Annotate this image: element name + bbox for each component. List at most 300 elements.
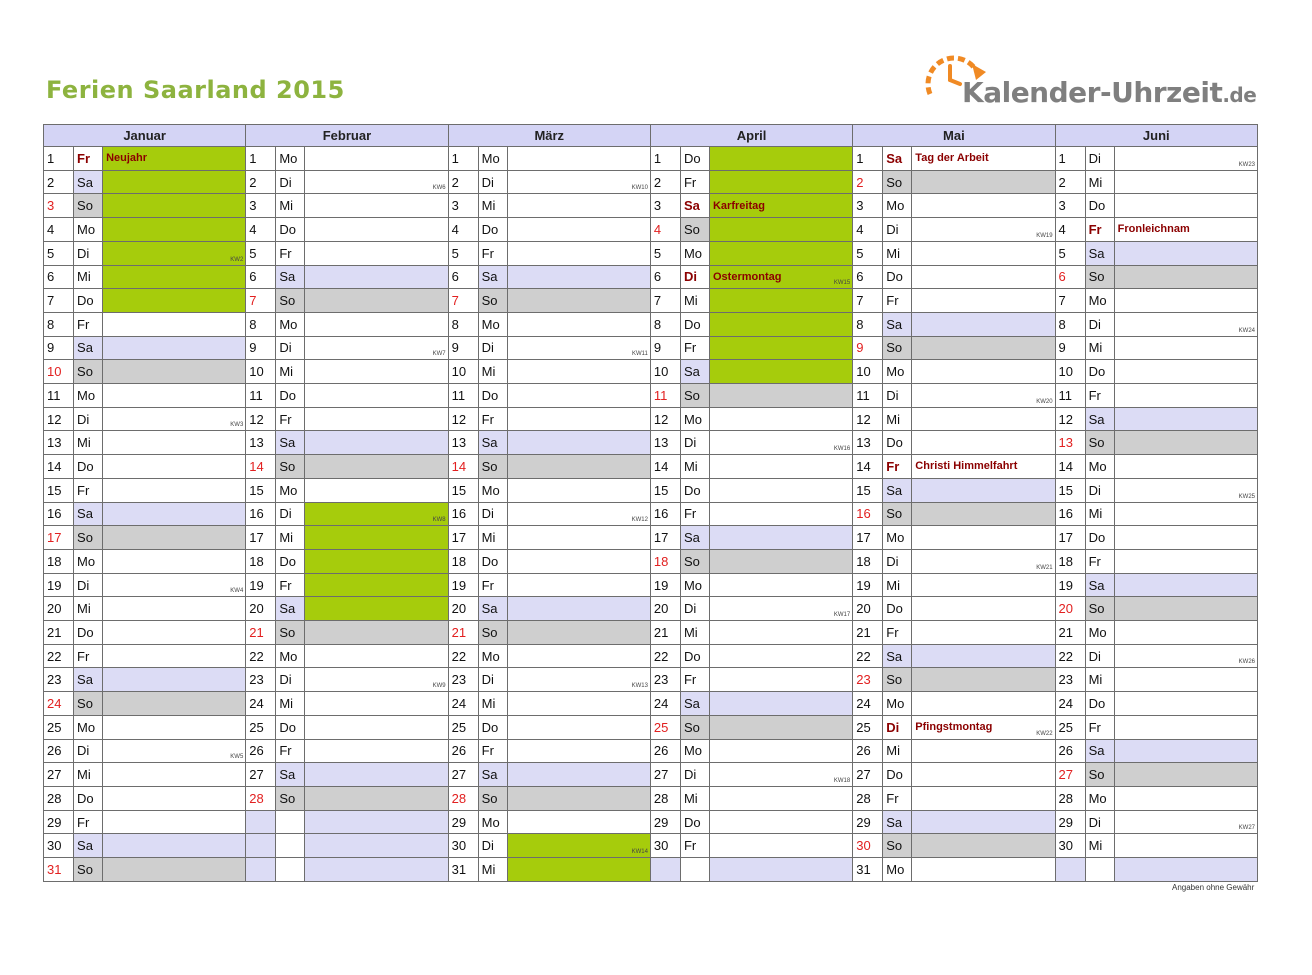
weekday: Mo — [276, 644, 305, 668]
day-number: 14 — [246, 455, 276, 479]
day-info — [912, 241, 1055, 265]
weekday: So — [1085, 265, 1114, 289]
day-number: 15 — [246, 478, 276, 502]
weekday: So — [478, 455, 507, 479]
weekday: Mi — [478, 526, 507, 550]
weekday: Fr — [680, 668, 709, 692]
weekday: So — [680, 549, 709, 573]
day-info — [103, 621, 246, 645]
day-row — [44, 312, 1258, 336]
day-info — [709, 384, 852, 408]
weekday: Mi — [1085, 502, 1114, 526]
day-row — [44, 786, 1258, 810]
day-info — [507, 858, 650, 882]
day-number: 29 — [448, 810, 478, 834]
day-row — [44, 218, 1258, 242]
day-info — [709, 644, 852, 668]
day-info — [103, 384, 246, 408]
weekday — [276, 834, 305, 858]
weekday: Mi — [74, 431, 103, 455]
weekday: So — [74, 858, 103, 882]
day-number: 21 — [853, 621, 883, 645]
day-info — [305, 407, 448, 431]
day-number: 8 — [44, 312, 74, 336]
day-info — [507, 455, 650, 479]
day-info — [507, 573, 650, 597]
day-info — [709, 147, 852, 171]
week-number: KW23 — [1238, 161, 1255, 168]
day-number: 30 — [650, 834, 680, 858]
day-number: 9 — [44, 336, 74, 360]
day-number — [246, 858, 276, 882]
weekday: Sa — [680, 360, 709, 384]
day-info — [1114, 810, 1257, 834]
weekday: Mo — [883, 526, 912, 550]
day-number: 24 — [1055, 692, 1085, 716]
day-number: 5 — [44, 241, 74, 265]
day-number: 27 — [1055, 763, 1085, 787]
weekday: Sa — [883, 644, 912, 668]
day-info — [103, 478, 246, 502]
weekday: Do — [680, 644, 709, 668]
day-info — [305, 549, 448, 573]
day-info — [709, 431, 852, 455]
day-info — [1114, 692, 1257, 716]
day-info — [1114, 715, 1257, 739]
day-row — [44, 502, 1258, 526]
day-number: 26 — [650, 739, 680, 763]
weekday: So — [276, 455, 305, 479]
day-info — [305, 763, 448, 787]
day-number: 13 — [853, 431, 883, 455]
day-number: 10 — [448, 360, 478, 384]
day-row — [44, 763, 1258, 787]
weekday: Do — [276, 384, 305, 408]
day-info — [709, 289, 852, 313]
day-number: 28 — [44, 786, 74, 810]
day-info — [507, 786, 650, 810]
day-info — [103, 526, 246, 550]
day-info — [103, 147, 246, 171]
day-number: 19 — [853, 573, 883, 597]
day-row — [44, 739, 1258, 763]
day-number: 20 — [246, 597, 276, 621]
day-number: 1 — [1055, 147, 1085, 171]
weekday: Fr — [680, 336, 709, 360]
weekday: Mi — [276, 194, 305, 218]
weekday: Sa — [883, 312, 912, 336]
weekday: Do — [883, 597, 912, 621]
weekday: Fr — [74, 644, 103, 668]
day-number: 17 — [1055, 526, 1085, 550]
weekday: Do — [1085, 360, 1114, 384]
day-info — [507, 147, 650, 171]
day-number: 27 — [853, 763, 883, 787]
day-info — [1114, 455, 1257, 479]
weekday: Di — [680, 431, 709, 455]
day-number: 18 — [246, 549, 276, 573]
day-info — [1114, 668, 1257, 692]
week-number: KW17 — [833, 612, 851, 619]
day-info — [103, 692, 246, 716]
day-number: 14 — [1055, 455, 1085, 479]
weekday: Sa — [74, 668, 103, 692]
day-info — [912, 573, 1055, 597]
week-number: KW14 — [631, 849, 648, 856]
day-row — [44, 360, 1258, 384]
weekday: Di — [74, 573, 103, 597]
day-info — [912, 858, 1055, 882]
day-info — [912, 407, 1055, 431]
week-number: KW13 — [631, 683, 648, 690]
day-info — [305, 715, 448, 739]
day-info — [709, 360, 852, 384]
day-info — [912, 431, 1055, 455]
weekday: So — [276, 786, 305, 810]
day-number: 21 — [1055, 621, 1085, 645]
holiday-label: Tag der Arbeit — [915, 152, 989, 165]
day-number: 6 — [448, 265, 478, 289]
weekday: Di — [276, 502, 305, 526]
day-number: 5 — [1055, 241, 1085, 265]
weekday: Mo — [883, 692, 912, 716]
week-number: KW10 — [631, 185, 648, 192]
weekday: Do — [276, 715, 305, 739]
day-info — [709, 621, 852, 645]
site-logo[interactable] — [920, 42, 1257, 114]
day-info — [1114, 241, 1257, 265]
day-info — [305, 336, 448, 360]
weekday: Mo — [680, 573, 709, 597]
month-header: Juni — [1055, 125, 1257, 147]
day-info — [103, 858, 246, 882]
day-info — [103, 739, 246, 763]
day-number: 1 — [246, 147, 276, 171]
weekday: Do — [1085, 692, 1114, 716]
weekday: Fr — [478, 739, 507, 763]
day-info — [1114, 644, 1257, 668]
day-info — [305, 384, 448, 408]
day-info — [305, 526, 448, 550]
day-row — [44, 573, 1258, 597]
day-number: 24 — [448, 692, 478, 716]
day-info — [912, 170, 1055, 194]
weekday: Mo — [883, 858, 912, 882]
day-info — [305, 194, 448, 218]
day-number: 17 — [448, 526, 478, 550]
weekday: Fr — [74, 810, 103, 834]
day-info — [305, 692, 448, 716]
week-number: KW6 — [432, 185, 446, 192]
disclaimer-note: Angaben ohne Gewähr — [1172, 883, 1255, 892]
day-number: 27 — [44, 763, 74, 787]
day-number: 5 — [853, 241, 883, 265]
day-row — [44, 549, 1258, 573]
day-number: 20 — [448, 597, 478, 621]
weekday: Mi — [276, 360, 305, 384]
weekday: So — [1085, 597, 1114, 621]
weekday: So — [1085, 763, 1114, 787]
day-info — [912, 312, 1055, 336]
day-info — [912, 834, 1055, 858]
day-number: 9 — [448, 336, 478, 360]
day-info — [1114, 407, 1257, 431]
weekday: Mo — [74, 549, 103, 573]
weekday: Do — [680, 147, 709, 171]
day-number: 17 — [44, 526, 74, 550]
month-header: Februar — [246, 125, 448, 147]
day-number: 3 — [1055, 194, 1085, 218]
day-info — [912, 218, 1055, 242]
day-info — [103, 194, 246, 218]
weekday: Mi — [883, 573, 912, 597]
day-number: 13 — [448, 431, 478, 455]
day-info — [507, 810, 650, 834]
day-info — [103, 502, 246, 526]
day-info — [103, 668, 246, 692]
day-info — [1114, 218, 1257, 242]
weekday: Fr — [1085, 549, 1114, 573]
day-info — [305, 478, 448, 502]
day-info — [103, 336, 246, 360]
weekday: Mo — [276, 478, 305, 502]
day-number: 2 — [246, 170, 276, 194]
weekday: Fr — [1085, 715, 1114, 739]
weekday: Do — [1085, 194, 1114, 218]
day-number: 15 — [650, 478, 680, 502]
day-number: 30 — [448, 834, 478, 858]
day-info — [709, 763, 852, 787]
day-row — [44, 644, 1258, 668]
day-number: 16 — [853, 502, 883, 526]
page-title: Ferien Saarland 2015 — [46, 76, 345, 104]
day-info — [709, 549, 852, 573]
day-info — [1114, 763, 1257, 787]
day-number: 23 — [853, 668, 883, 692]
weekday: Do — [276, 549, 305, 573]
day-number: 6 — [650, 265, 680, 289]
weekday: Sa — [883, 147, 912, 171]
day-info — [1114, 621, 1257, 645]
day-number: 16 — [246, 502, 276, 526]
day-number: 20 — [853, 597, 883, 621]
weekday: Do — [276, 218, 305, 242]
weekday: Sa — [680, 692, 709, 716]
weekday: Mi — [74, 597, 103, 621]
week-number: KW8 — [432, 517, 446, 524]
week-number: KW24 — [1238, 327, 1255, 334]
day-number: 6 — [246, 265, 276, 289]
day-number: 18 — [448, 549, 478, 573]
weekday: Mi — [1085, 668, 1114, 692]
day-info — [1114, 549, 1257, 573]
day-info — [1114, 858, 1257, 882]
day-row — [44, 431, 1258, 455]
day-info — [912, 147, 1055, 171]
day-number: 4 — [1055, 218, 1085, 242]
day-number: 12 — [1055, 407, 1085, 431]
weekday: Mo — [1085, 455, 1114, 479]
weekday: Mi — [883, 407, 912, 431]
weekday: Mo — [680, 739, 709, 763]
day-number: 3 — [246, 194, 276, 218]
day-row — [44, 455, 1258, 479]
weekday: Sa — [276, 763, 305, 787]
day-info — [709, 834, 852, 858]
day-row — [44, 336, 1258, 360]
day-number: 9 — [1055, 336, 1085, 360]
day-number: 14 — [650, 455, 680, 479]
day-number: 23 — [246, 668, 276, 692]
day-info — [709, 194, 852, 218]
day-info — [507, 739, 650, 763]
weekday: Mo — [883, 194, 912, 218]
day-number: 2 — [44, 170, 74, 194]
day-number: 15 — [44, 478, 74, 502]
day-number: 21 — [246, 621, 276, 645]
weekday: So — [478, 289, 507, 313]
day-number: 7 — [44, 289, 74, 313]
weekday: Mi — [74, 265, 103, 289]
weekday: Sa — [478, 265, 507, 289]
day-info — [1114, 170, 1257, 194]
day-number: 8 — [650, 312, 680, 336]
day-info — [912, 502, 1055, 526]
weekday: Fr — [883, 621, 912, 645]
day-number — [650, 858, 680, 882]
week-number: KW22 — [1036, 730, 1053, 737]
day-info — [709, 407, 852, 431]
day-number: 24 — [44, 692, 74, 716]
day-info — [1114, 431, 1257, 455]
day-number: 7 — [650, 289, 680, 313]
weekday: Sa — [680, 194, 709, 218]
day-row — [44, 715, 1258, 739]
day-number: 19 — [650, 573, 680, 597]
day-info — [709, 786, 852, 810]
weekday: Do — [478, 218, 507, 242]
day-number: 19 — [448, 573, 478, 597]
day-number: 29 — [853, 810, 883, 834]
day-number: 24 — [853, 692, 883, 716]
day-number: 26 — [44, 739, 74, 763]
day-number: 4 — [44, 218, 74, 242]
day-info — [507, 360, 650, 384]
day-number: 16 — [448, 502, 478, 526]
day-number: 4 — [448, 218, 478, 242]
day-info — [709, 241, 852, 265]
weekday: Mi — [1085, 170, 1114, 194]
holiday-label: Fronleichnam — [1117, 223, 1190, 236]
day-info — [103, 360, 246, 384]
weekday: Do — [478, 384, 507, 408]
weekday: Fr — [276, 739, 305, 763]
weekday: Mi — [74, 763, 103, 787]
day-number: 11 — [1055, 384, 1085, 408]
day-info — [709, 810, 852, 834]
weekday: So — [883, 170, 912, 194]
weekday: Fr — [883, 786, 912, 810]
day-row — [44, 858, 1258, 882]
day-number: 6 — [44, 265, 74, 289]
weekday: Fr — [1085, 384, 1114, 408]
weekday: Fr — [276, 573, 305, 597]
day-info — [709, 218, 852, 242]
day-info — [709, 573, 852, 597]
day-info — [1114, 526, 1257, 550]
weekday — [276, 810, 305, 834]
day-info — [507, 265, 650, 289]
day-info — [709, 526, 852, 550]
day-info — [103, 289, 246, 313]
day-number: 27 — [448, 763, 478, 787]
day-number: 2 — [650, 170, 680, 194]
weekday: Di — [883, 549, 912, 573]
weekday: Fr — [680, 502, 709, 526]
weekday: Di — [478, 834, 507, 858]
weekday: Mo — [478, 478, 507, 502]
weekday: Di — [478, 336, 507, 360]
weekday: Mi — [276, 692, 305, 716]
day-info — [305, 502, 448, 526]
day-row — [44, 621, 1258, 645]
weekday: Sa — [276, 265, 305, 289]
weekday: Mo — [276, 147, 305, 171]
weekday: So — [276, 621, 305, 645]
day-info — [709, 170, 852, 194]
weekday: Di — [478, 668, 507, 692]
day-number: 11 — [650, 384, 680, 408]
day-number: 17 — [853, 526, 883, 550]
weekday: Do — [883, 265, 912, 289]
day-info — [1114, 739, 1257, 763]
weekday: Mo — [74, 384, 103, 408]
weekday: Sa — [74, 336, 103, 360]
day-number: 8 — [246, 312, 276, 336]
weekday: Do — [74, 786, 103, 810]
day-info — [507, 692, 650, 716]
weekday: Di — [74, 407, 103, 431]
weekday: So — [478, 621, 507, 645]
day-info — [305, 431, 448, 455]
day-number: 19 — [1055, 573, 1085, 597]
day-info — [507, 763, 650, 787]
day-number: 6 — [1055, 265, 1085, 289]
day-row — [44, 668, 1258, 692]
day-number: 10 — [1055, 360, 1085, 384]
day-info — [912, 597, 1055, 621]
holiday-label: Pfingstmontag — [915, 721, 993, 734]
day-info — [507, 834, 650, 858]
day-number: 18 — [853, 549, 883, 573]
day-info — [103, 407, 246, 431]
weekday: Mo — [74, 218, 103, 242]
weekday: Fr — [74, 147, 103, 171]
day-info — [912, 289, 1055, 313]
day-info — [507, 241, 650, 265]
weekday: Fr — [276, 241, 305, 265]
day-number: 27 — [246, 763, 276, 787]
weekday: Mo — [478, 147, 507, 171]
day-info — [305, 265, 448, 289]
day-info — [305, 597, 448, 621]
day-number: 11 — [246, 384, 276, 408]
day-info — [1114, 360, 1257, 384]
logo-text — [962, 76, 1256, 109]
day-info — [507, 597, 650, 621]
day-info — [103, 431, 246, 455]
weekday: So — [276, 289, 305, 313]
